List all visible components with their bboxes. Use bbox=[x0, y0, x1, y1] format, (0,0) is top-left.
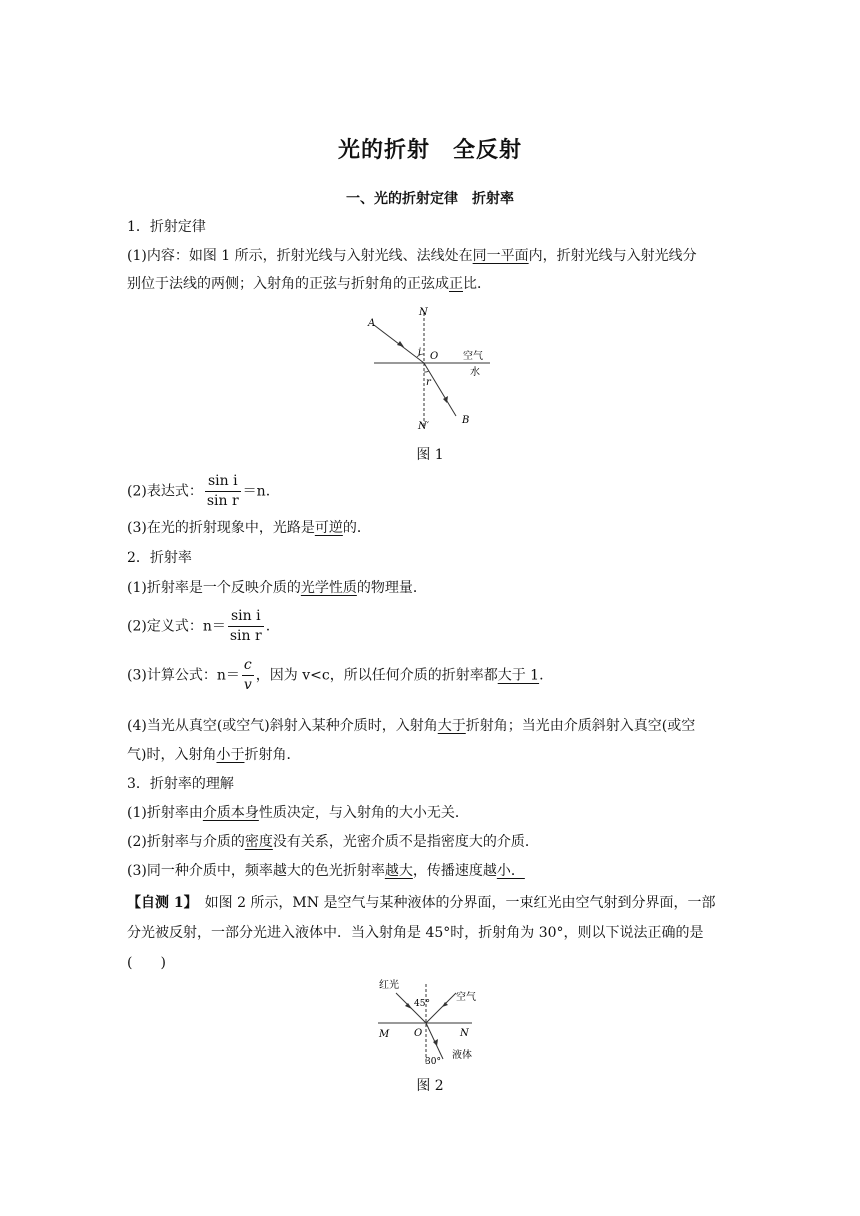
paragraph-line: (1)内容：如图 1 所示，折射光线与入射光线、法线处在同一平面内，折射光线与入射光线分 bbox=[127, 248, 697, 264]
arrow-icon bbox=[405, 1003, 412, 1009]
paragraph-line: (1)折射率是一个反映介质的光学性质的物理量． bbox=[127, 580, 427, 596]
label-i: i bbox=[418, 347, 422, 358]
label-r: r bbox=[426, 377, 431, 388]
label-air: 空气 bbox=[456, 992, 476, 1003]
label-45: 45° bbox=[414, 999, 430, 1009]
expression-line: (2)表达式： $\frac{\text{sin i}}{\text{sin r}}$ ＝n. bbox=[127, 473, 271, 509]
label-water: 水 bbox=[470, 367, 480, 378]
heading-understanding: 3．折射率的理解 bbox=[127, 776, 234, 792]
label-N-prime: N′ bbox=[418, 421, 430, 432]
self-test-line: 【自测 1】 如图 2 所示，MN 是空气与某种液体的分界面，一束红光由空气射到分界面，一部 bbox=[127, 895, 716, 911]
figure-2-caption: 图 2 bbox=[416, 1078, 444, 1094]
label-N: N bbox=[419, 307, 428, 318]
label-A: A bbox=[368, 318, 376, 329]
paragraph-line: (3)同一种介质中，频率越大的色光折射率越大，传播速度越小． bbox=[127, 863, 525, 879]
reflected-ray bbox=[426, 993, 456, 1023]
figure-1-caption: 图 1 bbox=[416, 447, 444, 463]
arrow-icon bbox=[397, 341, 404, 347]
formula-line: (3)计算公式：n＝ $\frac{c}{v}$ ，因为 v<c，所以任何介质的折射率都大于 1. bbox=[127, 657, 544, 693]
paragraph-line: 分光被反射，一部分光进入液体中．当入射角是 45°时，折射角为 30°，则以下说法正确的是 bbox=[127, 925, 704, 941]
heading-refraction-law: 1．折射定律 bbox=[127, 219, 206, 235]
label-M: M bbox=[379, 1029, 390, 1040]
label-N: N bbox=[460, 1028, 469, 1039]
figure-1-diagram bbox=[362, 303, 502, 438]
paragraph-line: (3)在光的折射现象中，光路是可逆的． bbox=[127, 520, 371, 536]
refracted-ray bbox=[426, 1023, 443, 1059]
paragraph-line: (4)当光从真空(或空气)斜射入某种介质时，入射角大于折射角；当光由介质斜射入真空(或空 bbox=[127, 718, 696, 734]
label-B: B bbox=[462, 415, 470, 426]
page-title: 光的折射 全反射 bbox=[337, 138, 522, 163]
label-O: O bbox=[414, 1028, 423, 1039]
label-liquid: 液体 bbox=[452, 1050, 472, 1061]
definition-line: (2)定义式：n＝ $\frac{\text{sin i}}{\text{sin r}}$ . bbox=[127, 608, 271, 644]
label-O: O bbox=[430, 351, 439, 362]
paragraph-line: 气)时，入射角小于折射角． bbox=[127, 747, 301, 763]
section-heading: 一、光的折射定律 折射率 bbox=[346, 191, 514, 207]
paragraph-line: (2)折射率与介质的密度没有关系，光密介质不是指密度大的介质． bbox=[127, 834, 539, 850]
figure-2-diagram bbox=[370, 974, 500, 1070]
arrow-icon bbox=[442, 1002, 448, 1007]
label-30: 30° bbox=[425, 1057, 441, 1067]
label-red-light: 红光 bbox=[379, 980, 399, 991]
paragraph-line: (1)折射率由介质本身性质决定，与入射角的大小无关． bbox=[127, 805, 469, 821]
paragraph-line: 别位于法线的两侧；入射角的正弦与折射角的正弦成正比． bbox=[127, 276, 491, 292]
answer-bracket: ( ) bbox=[127, 955, 166, 971]
heading-refractive-index: 2．折射率 bbox=[127, 550, 192, 566]
label-air: 空气 bbox=[463, 351, 483, 362]
